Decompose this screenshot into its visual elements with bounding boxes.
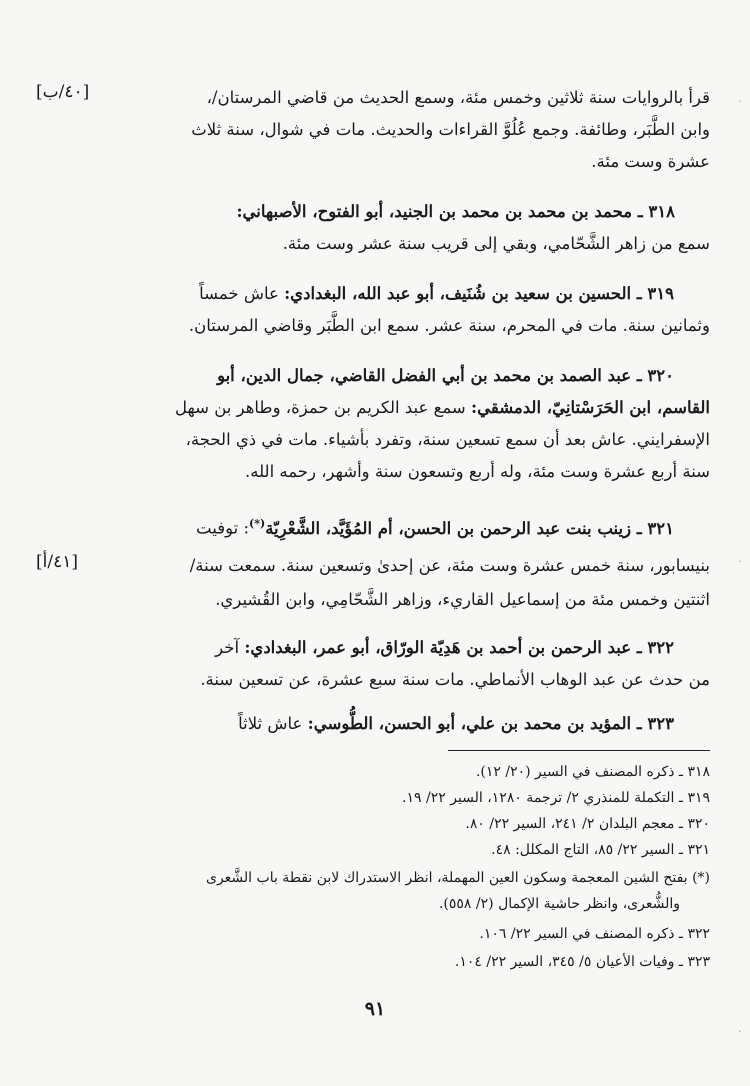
entry-text: عاش ثلاثاً xyxy=(238,714,303,733)
entry-header xyxy=(118,508,710,545)
edge-mark: · xyxy=(738,555,742,568)
entry-text: عاش خمساً xyxy=(199,284,279,303)
entry-header xyxy=(118,392,710,424)
entry-text: آخر xyxy=(215,638,240,657)
body-line: من حدث عن عبد الوهاب الأنماطي. مات سنة سبع عشرة، عن تسعين سنة. xyxy=(200,670,710,689)
footnote: ٣٢٣ ـ وفيات الأعيان ٥/ ٣٤٥، السير ٢٢/ ١٠٤. xyxy=(454,954,710,970)
footnote: (*) بفتح الشين المعجمة وسكون العين المهملة، انظر الاستدراك لابن نقطة باب الشَّعرى xyxy=(205,870,710,886)
footnote: ٣٢٢ ـ ذكره المصنف في السير ٢٢/ ١٠٦. xyxy=(479,926,710,942)
entry-title: ٣٢١ ـ زينب بنت عبد الرحمن بن الحسن، أم المُؤَيَّد، الشَّعْرِيّة xyxy=(265,518,674,538)
entry-header xyxy=(118,360,710,392)
entry-title: ٣٢٠ ـ عبد الصمد بن محمد بن أبي الفضل القاضي، جمال الدين، أبو xyxy=(217,366,674,385)
footnote: ٣٢٠ ـ معجم البلدان ٢/ ٢٤١، السير ٢٢/ ٨٠. xyxy=(465,816,710,832)
body-line: وابن الطَّبَر، وطائفة. وجمع عُلُوَّ القراءات والحديث. مات في شوال، سنة ثلاث xyxy=(191,120,710,139)
footnote: ٣١٨ ـ ذكره المصنف في السير (٢٠/ ١٢). xyxy=(475,764,710,780)
body-line: اثنتين وخمس مئة من إسماعيل القاريء، وزاهر الشَّحّامِي، وابن القُشيري. xyxy=(215,590,710,609)
body-line: سمع من زاهر الشَّحّامي، وبقي إلى قريب سنة عشر وست مئة. xyxy=(282,234,710,253)
margin-folio-ref: [٤٠/ب] xyxy=(36,82,90,102)
footnote-marker: (*) xyxy=(249,517,266,530)
entry-header xyxy=(118,632,710,664)
margin-folio-ref: [٤١/أ] xyxy=(36,552,78,572)
entry-text: سمع عبد الكريم بن حمزة، وطاهر بن سهل xyxy=(175,398,466,417)
body-line: الإسفرايني. عاش بعد أن سمع تسعين سنة، وتفرد بأشياء. مات في ذي الحجة، xyxy=(185,430,710,449)
entry-title: ٣٢٢ ـ عبد الرحمن بن أحمد بن هَدِيّة الورّاق، أبو عمر، البغدادي: xyxy=(244,638,674,657)
entry-header xyxy=(140,196,675,228)
entry-text: : توفيت xyxy=(196,518,250,538)
footnote-separator xyxy=(448,750,710,751)
footnote: والشُّعرى، وانظر حاشية الإكمال (٢/ ٥٥٨). xyxy=(438,896,680,912)
entry-title: ٣١٩ ـ الحسين بن سعيد بن شُنَيف، أبو عبد الله، البغدادي: xyxy=(284,284,674,303)
footnote: ٣١٩ ـ التكملة للمنذري ٢/ ترجمة ١٢٨٠، السير ٢٢/ ١٩. xyxy=(402,790,710,806)
body-line: سنة أربع عشرة وست مئة، وله أربع وتسعون سنة وأشهر، رحمه الله. xyxy=(245,462,710,481)
body-line: بنيسابور، سنة خمس عشرة وست مئة، عن إحدىٰ وتسعين سنة. سمعت سنة/ xyxy=(189,556,710,575)
entry-header xyxy=(118,708,710,740)
entry-title: ٣١٨ ـ محمد بن محمد بن محمد بن الجنيد، أبو الفتوح، الأصبهاني: xyxy=(236,202,675,221)
body-line: عشرة وست مئة. xyxy=(591,152,710,171)
edge-mark: · xyxy=(738,1025,742,1038)
entry-title: القاسم، ابن الحَرَسْتانِيّ، الدمشقي: xyxy=(471,398,710,417)
body-line: وثمانين سنة. مات في المحرم، سنة عشر. سمع ابن الطَّبَر وقاضي المرستان. xyxy=(188,316,710,335)
body-line: قرأ بالروايات سنة ثلاثين وخمس مئة، وسمع الحديث من قاضي المرستان/، xyxy=(206,88,710,107)
page-number: ٩١ xyxy=(364,998,386,1020)
footnote: ٣٢١ ـ السير ٢٢/ ٨٥، التاج المكلل: ٤٨. xyxy=(491,842,710,858)
entry-title: ٣٢٣ ـ المؤيد بن محمد بن علي، أبو الحسن، الطُّوسي: xyxy=(307,714,674,733)
entry-header xyxy=(118,278,710,310)
edge-mark: · xyxy=(738,95,742,108)
